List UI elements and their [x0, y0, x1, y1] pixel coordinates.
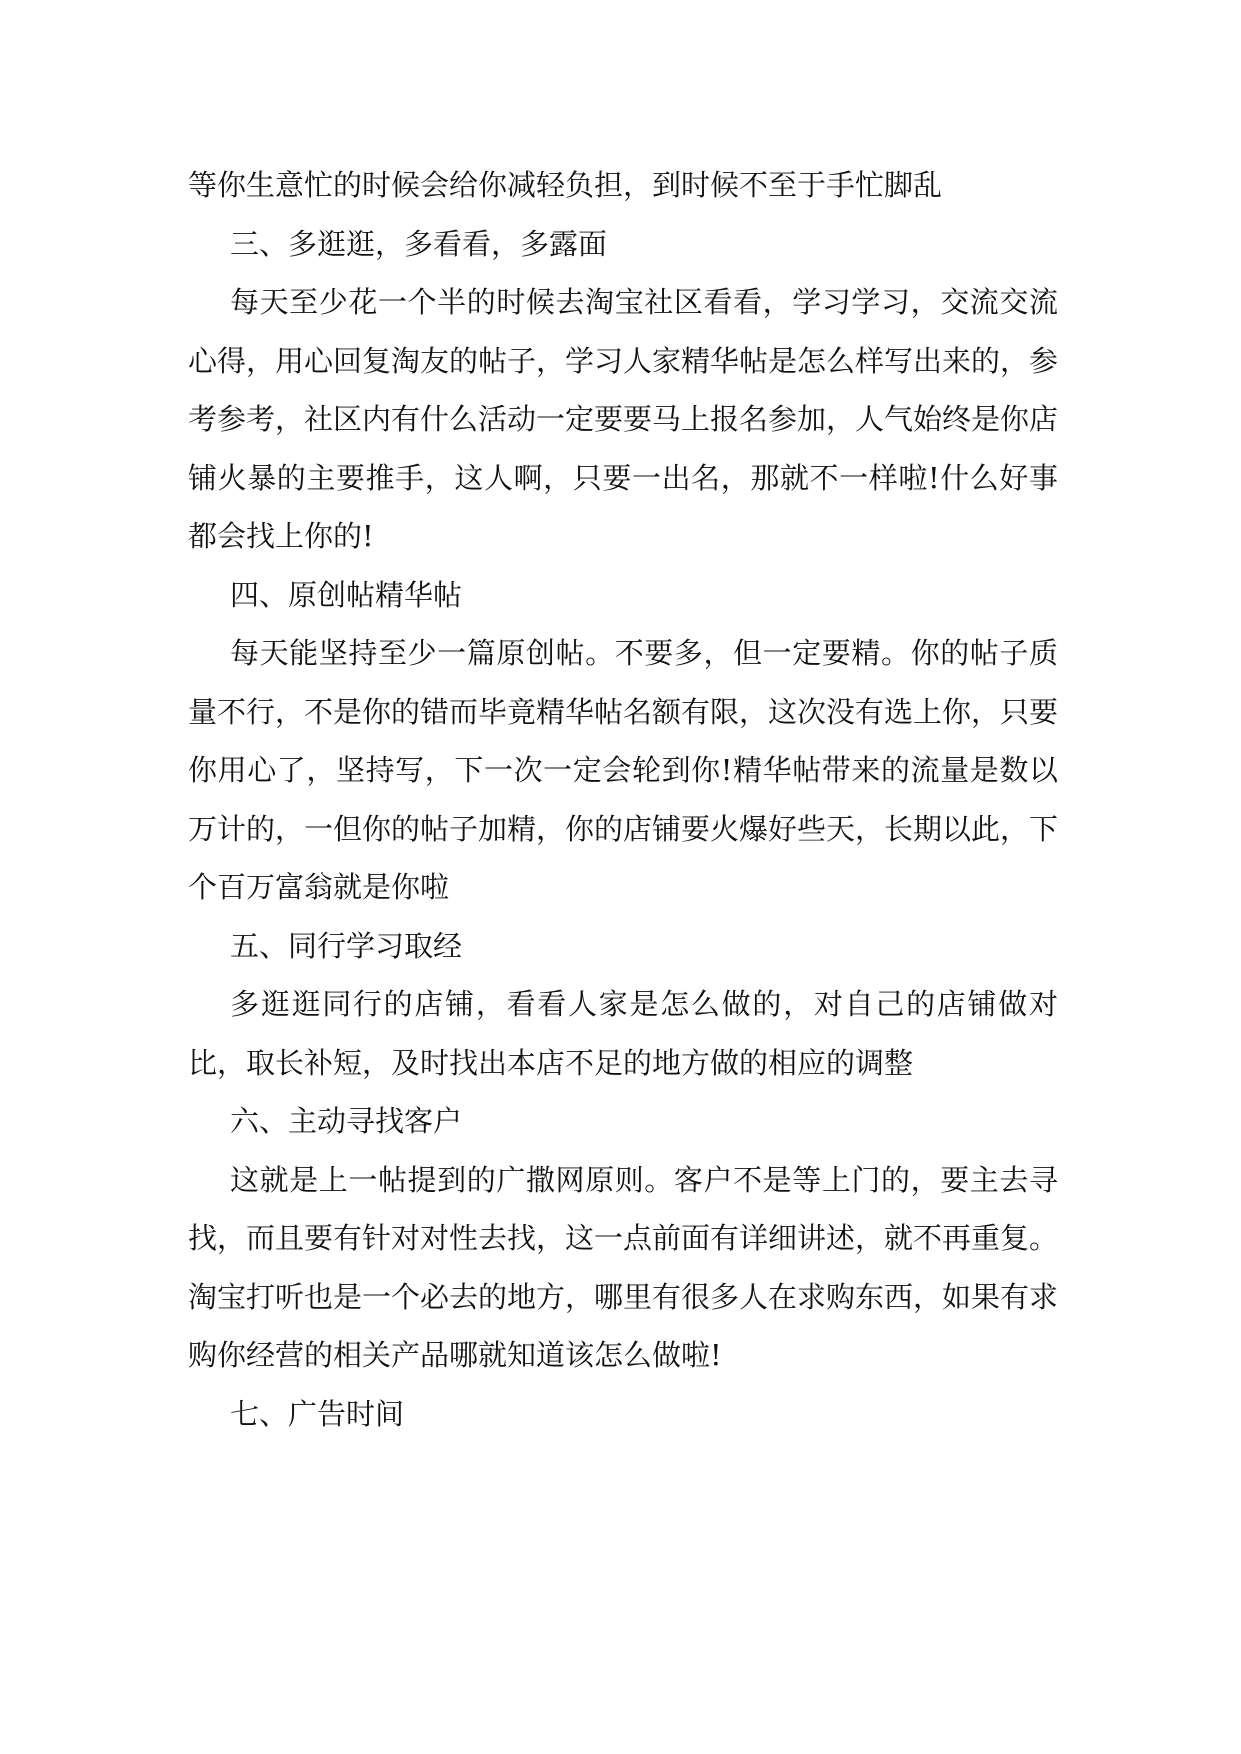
section-heading-3: 三、多逛逛，多看看，多露面 — [230, 226, 608, 261]
paragraph-continuation: 等你生意忙的时候会给你减轻负担，到时候不至于手忙脚乱 — [188, 168, 943, 202]
section-heading-7: 七、广告时间 — [230, 1396, 405, 1431]
section-heading-4: 四、原创帖精华帖 — [230, 577, 463, 612]
paragraph-section-3: 每天至少花一个半的时候去淘宝社区看看，学习学习，交流交流心得，用心回复淘友的帖子，学习人家精华帖是怎么样写出来的，参考参考，社区内有什么活动一定要要马上报名参加，人气始终是你店铺火暴的主要推手，这人啊，只要一出名，那就不一样啦!什么好事都会找上你的! — [188, 285, 1059, 553]
paragraph-section-5: 多逛逛同行的店铺，看看人家是怎么做的，对自己的店铺做对比，取长补短，及时找出本店不足的地方做的相应的调整 — [188, 987, 1058, 1080]
section-heading-5: 五、同行学习取经 — [230, 928, 463, 963]
paragraph-section-6: 这就是上一帖提到的广撒网原则。客户不是等上门的，要主去寻找，而且要有针对对性去找，这一点前面有详细讲述，就不再重复。淘宝打听也是一个必去的地方，哪里有很多人在求购东西，如果有求购你经营的相关产品哪就知道该怎么做啦! — [188, 1162, 1059, 1372]
section-heading-6: 六、主动寻找客户 — [230, 1104, 463, 1138]
paragraph-section-4: 每天能坚持至少一篇原创帖。不要多，但一定要精。你的帖子质量不行，不是你的错而毕竟精华帖名额有限，这次没有选上你，只要你用心了，坚持写，下一次一定会轮到你!精华帖带来的流量是数以万计的，一但你的帖子加精，你的店铺要火爆好些天，长期以此，下个百万富翁就是你啦 — [188, 636, 1059, 904]
document-body — [188, 156, 1058, 1443]
